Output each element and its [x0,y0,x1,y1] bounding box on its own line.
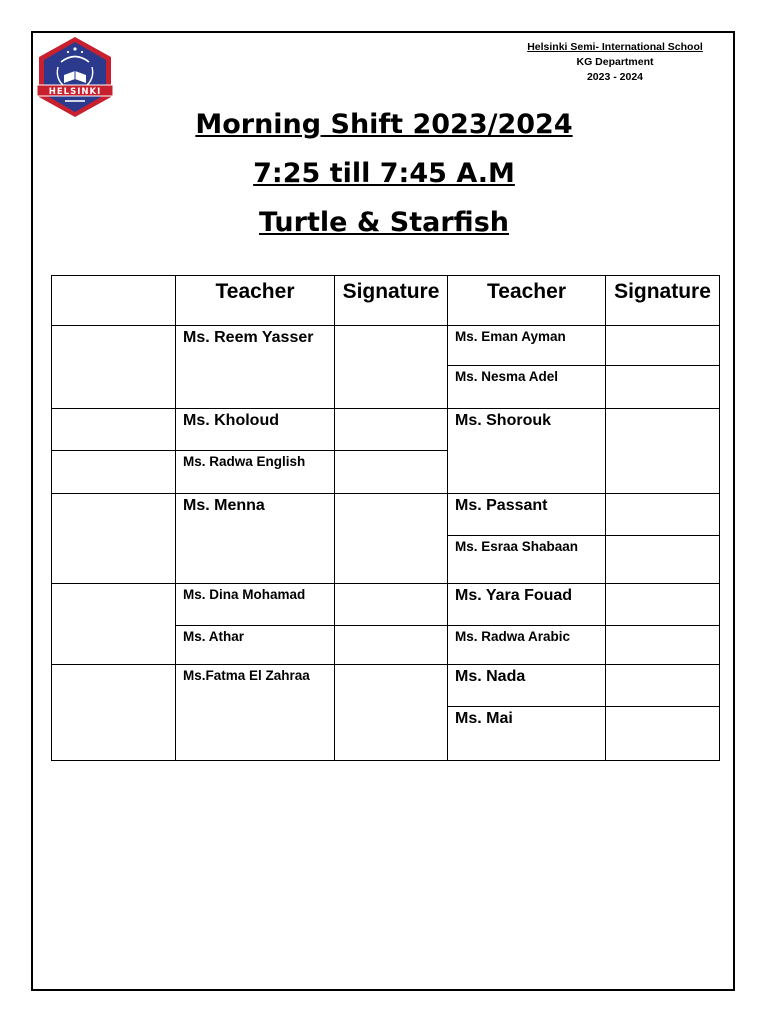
group-label-cell [52,409,176,451]
teacher-cell: Ms. Dina Mohamad [176,584,335,626]
table-row [52,409,720,451]
group-label-cell [52,326,176,409]
table-row [52,326,720,366]
teacher-cell: Ms. Reem Yasser [176,326,335,409]
teacher-cell: Ms. Athar [176,626,335,665]
teacher-cell: Ms. Shorouk [448,409,606,494]
signature-cell[interactable] [335,665,448,761]
teacher-cell: Ms. Passant [448,494,606,536]
teacher-cell: Ms. Eman Ayman [448,326,606,366]
header-blank [52,276,176,326]
signature-cell[interactable] [606,584,720,626]
title-classes: Turtle & Starfish [258,207,509,238]
group-label-cell [52,665,176,761]
signature-cell[interactable] [606,707,720,761]
signature-cell[interactable] [606,494,720,536]
header-signature-left: Signature [335,276,448,326]
table-row [52,584,720,626]
logo-brand-text: HELSINKI [48,87,102,97]
teacher-cell: Ms. Esraa Shabaan [448,536,606,584]
signature-cell[interactable] [606,626,720,665]
school-year: 2023 - 2024 [586,71,644,83]
signature-cell[interactable] [335,584,448,626]
group-label-cell [52,494,176,584]
department: KG Department [576,56,654,68]
teacher-cell: Ms. Mai [448,707,606,761]
signature-cell[interactable] [606,409,720,494]
signature-cell[interactable] [335,494,448,584]
teacher-cell: Ms. Radwa English [176,451,335,494]
header-signature-right: Signature [606,276,720,326]
signature-cell[interactable] [335,626,448,665]
school-info [470,40,760,85]
title-time: 7:25 till 7:45 A.M [253,158,515,189]
group-label-cell [52,451,176,494]
shift-table [51,275,720,761]
table-row [52,494,720,536]
teacher-cell: Ms. Nada [448,665,606,707]
title-block [0,104,768,251]
table-header-row [52,276,720,326]
teacher-cell: Ms. Kholoud [176,409,335,451]
title-morning-shift: Morning Shift 2023/2024 [195,109,573,140]
teacher-cell: Ms. Nesma Adel [448,366,606,409]
header-teacher-left: Teacher [176,276,335,326]
signature-cell[interactable] [335,451,448,494]
header-teacher-right: Teacher [448,276,606,326]
table-row [52,665,720,707]
teacher-cell: Ms. Radwa Arabic [448,626,606,665]
signature-cell[interactable] [606,536,720,584]
group-label-cell [52,584,176,665]
signature-cell[interactable] [606,665,720,707]
signature-cell[interactable] [335,326,448,409]
signature-cell[interactable] [606,366,720,409]
signature-cell[interactable] [335,409,448,451]
teacher-cell: Ms. Yara Fouad [448,584,606,626]
school-name: Helsinki Semi- International School [527,41,703,53]
signature-cell[interactable] [606,326,720,366]
teacher-cell: Ms. Menna [176,494,335,584]
teacher-cell: Ms.Fatma El Zahraa [176,665,335,761]
